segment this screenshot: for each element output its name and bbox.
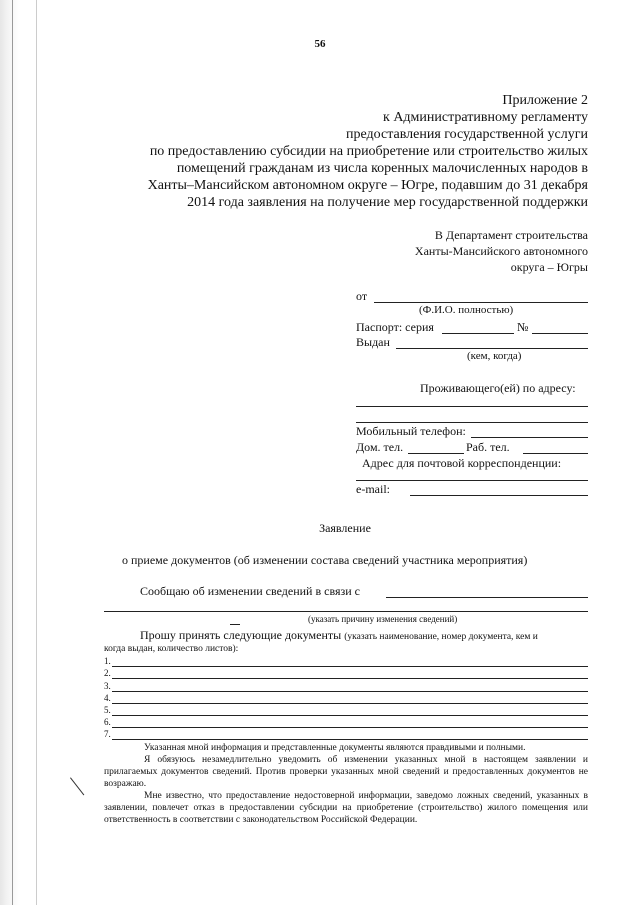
document-line — [112, 703, 588, 704]
pen-mark — [70, 777, 84, 795]
change-reason-dash — [230, 624, 240, 625]
document-line — [112, 666, 588, 667]
passport-number-line — [532, 333, 588, 334]
page-number: 56 — [314, 38, 326, 50]
issued-label: Выдан — [356, 335, 390, 349]
appendix-line: Ханты–Мансийском автономном округе – Югре, подавшим до 31 декабря — [147, 178, 588, 193]
scan-edge-line — [36, 0, 37, 905]
postal-address-label: Адрес для почтовой корреспонденции: — [362, 456, 562, 470]
fio-field-line — [374, 302, 588, 303]
list-number: 1. — [104, 656, 111, 666]
list-number: 3. — [104, 681, 111, 691]
scan-edge-line — [12, 0, 13, 905]
request-hint-text: (указать наименование, номер документа, кем и — [344, 632, 538, 642]
statement-subtitle: о приеме документов (об изменении состава сведений участника мероприятия) — [122, 553, 528, 567]
address-line-2 — [356, 422, 588, 423]
addressee-line: округа – Югры — [510, 260, 588, 274]
list-number: 7. — [104, 729, 111, 739]
email-label: e-mail: — [356, 482, 390, 496]
appendix-line: Приложение 2 — [502, 93, 588, 108]
address-line-1 — [356, 406, 588, 407]
from-label: от — [356, 289, 368, 303]
passport-label: Паспорт: серия — [356, 320, 434, 334]
list-number: 2. — [104, 668, 111, 678]
change-text: Сообщаю об изменении сведений в связи с — [140, 584, 360, 598]
home-phone-label: Дом. тел. — [356, 440, 404, 454]
document-line — [112, 691, 588, 692]
change-reason-line-2 — [104, 611, 588, 612]
work-phone-label: Раб. тел. — [466, 440, 510, 454]
document-line — [112, 715, 588, 716]
statement-paragraph: Указанная мной информация и представленные документы являются правдивыми и полными. — [144, 743, 526, 753]
request-line-2: когда выдан, количество листов): — [104, 644, 239, 654]
fio-hint: (Ф.И.О. полностью) — [419, 304, 514, 316]
appendix-line: помещений гражданам из числа коренных малочисленных народов в — [176, 161, 588, 176]
address-label: Проживающего(ей) по адресу: — [420, 381, 576, 395]
request-main-text: Прошу принять следующие документы — [140, 628, 342, 642]
postal-address-line — [356, 480, 588, 481]
home-phone-line — [408, 453, 464, 454]
statement-title: Заявление — [319, 521, 371, 535]
scan-edge-shadow — [0, 0, 60, 905]
work-phone-line — [523, 453, 588, 454]
passport-number-label: № — [517, 320, 529, 334]
statement-paragraph: Я обязуюсь незамедлительно уведомить об изменении указанных мной в настоящем заявлении и прилагаемых документов сведений. Против проверки указанных мной сведений и предоставленных документов не возражаю. — [104, 755, 588, 789]
document-line — [112, 727, 588, 728]
list-number: 6. — [104, 717, 111, 727]
addressee-line: Ханты-Мансийского автономного — [414, 244, 588, 258]
list-number: 5. — [104, 705, 111, 715]
document-line — [112, 739, 588, 740]
appendix-line: предоставления государственной услуги — [346, 127, 588, 142]
change-reason-line — [386, 597, 588, 598]
addressee-line: В Департамент строительства — [434, 228, 588, 242]
email-field-line — [410, 495, 588, 496]
reason-hint: (указать причину изменения сведений) — [308, 614, 458, 624]
appendix-line: 2014 года заявления на получение мер государственной поддержки — [187, 195, 588, 210]
request-line-1 — [140, 628, 538, 643]
issued-field-line — [396, 348, 588, 349]
issued-hint: (кем, когда) — [467, 350, 522, 362]
mobile-field-line — [471, 437, 588, 438]
mobile-label: Мобильный телефон: — [356, 424, 466, 438]
statement-paragraph: Мне известно, что предоставление недостоверной информации, заведомо ложных сведений, указанных в заявлении, повлечет отказ в предоставлении субсидии на приобретение (строительство) жилого помещения или ответственность в соответствии с законодательством Российской Федерации. — [104, 791, 588, 825]
passport-series-line — [442, 333, 514, 334]
appendix-line: по предоставлению субсидии на приобретение или строительство жилых — [149, 144, 588, 159]
document-line — [112, 678, 588, 679]
list-number: 4. — [104, 693, 111, 703]
appendix-line: к Административному регламенту — [383, 110, 588, 125]
